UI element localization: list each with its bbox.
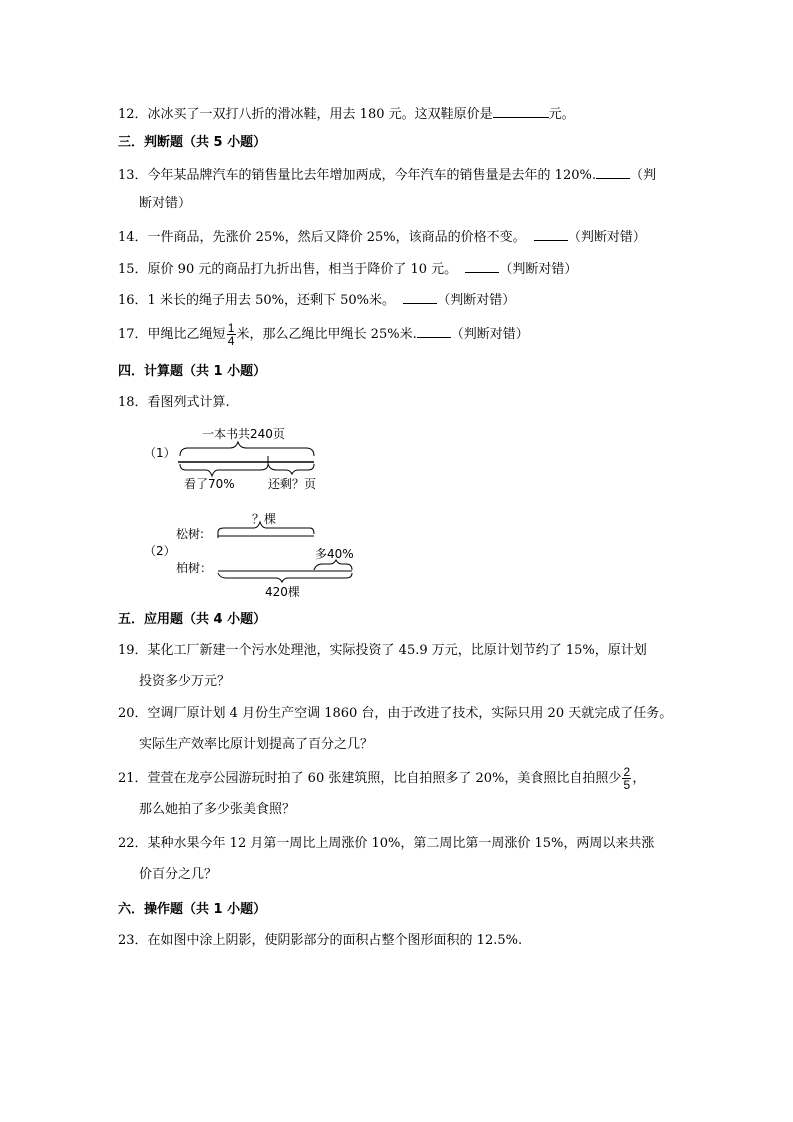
section-heading-4: 四．计算题（共 1 小题） (118, 364, 267, 379)
question-15 (118, 260, 577, 278)
total-brace (218, 573, 352, 582)
more-label: 多40% (315, 547, 354, 561)
q16-text: 16．1 米长的绳子用去 50%，还剩下 50%米。 (118, 293, 395, 308)
pine-question: ？棵 (252, 512, 277, 526)
numerator: 1 (227, 321, 235, 335)
fraction (622, 766, 631, 791)
q13-tail: （判 (629, 168, 656, 183)
question-14 (118, 228, 646, 246)
question-12 (118, 105, 575, 123)
q17-after: （判断对错） (450, 327, 529, 342)
question-17 (118, 322, 529, 348)
more-brace (314, 560, 352, 570)
answer-blank[interactable] (403, 291, 437, 304)
question-20: 20．空调厂原计划 4 月份生产空调 1860 台，由于改进了技术，实际只用 20 天就完成了任务。 (118, 706, 673, 721)
denominator: 4 (227, 334, 235, 348)
question-19: 19．某化工厂新建一个污水处理池，实际投资了 45.9 万元，比原计划节约了 15%，原计划 (118, 643, 647, 658)
section-heading-5: 五．应用题（共 4 小题） (118, 612, 267, 627)
q13-text: 13．今年某品牌汽车的销售量比去年增加两成，今年汽车的销售量是去年的 120%. (118, 168, 596, 183)
section-heading-3: 三．判断题（共 5 小题） (118, 135, 267, 150)
answer-blank[interactable] (534, 228, 568, 241)
q16-after: （判断对错） (437, 293, 516, 308)
answer-blank[interactable] (465, 260, 499, 273)
q15-after: （判断对错） (499, 262, 578, 277)
q13-line2: 断对错） (139, 196, 192, 211)
q20-line2: 实际生产效率比原计划提高了百分之几？ (139, 737, 374, 752)
q21-line2: 那么她拍了多少张美食照？ (139, 802, 296, 817)
q17-pre: 17．甲绳比乙绳短 (118, 327, 226, 342)
total-label: 420棵 (265, 585, 300, 599)
q14-text: 14．一件商品，先涨价 25%，然后又降价 25%，该商品的价格不变。 (118, 230, 526, 245)
question-13 (118, 166, 656, 184)
top-brace (180, 442, 314, 456)
read-label: 看了70% (184, 477, 235, 491)
numerator: 2 (623, 765, 631, 779)
q14-after: （判断对错） (567, 230, 646, 245)
q19-line2: 投资多少万元？ (139, 674, 231, 689)
right-brace (268, 464, 314, 474)
cypress-label: 柏树： (176, 561, 213, 575)
answer-blank[interactable] (417, 325, 451, 338)
left-brace (180, 464, 268, 476)
q12-text: 12．冰冰买了一双打八折的滑冰鞋，用去 180 元。这双鞋原价是 (118, 107, 493, 122)
question-22: 22．某种水果今年 12 月第一周比上周涨价 10%，第二周比第一周涨价 15%，两周以来共涨 (118, 836, 655, 851)
section-heading-6: 六．操作题（共 1 小题） (118, 902, 267, 917)
q21-tail: ， (632, 771, 646, 786)
pine-label: 松树: (176, 527, 205, 541)
question-16 (118, 291, 515, 309)
question-23: 23．在如图中涂上阴影，使阴影部分的面积占整个图形面积的 12.5%. (118, 933, 523, 948)
total-pages-label: 一本书共240页 (202, 427, 285, 441)
q21-text: 21．萱萱在龙亭公园游玩时拍了 60 张建筑照，比自拍照多了 20%，美食照比自拍照少 (118, 771, 622, 786)
answer-blank[interactable] (493, 105, 549, 118)
q22-line2: 价百分之几？ (139, 867, 218, 882)
remaining-label: 还剩？页 (268, 477, 317, 491)
answer-blank[interactable] (596, 166, 630, 179)
q15-text: 15．原价 90 元的商品打九折出售，相当于降价了 10 元。 (118, 262, 458, 277)
denominator: 5 (623, 778, 631, 792)
fraction (227, 322, 236, 347)
q17-mid: 米，那么乙绳比甲绳长 25%米. (236, 327, 417, 342)
diagram (130, 420, 370, 600)
question-21 (118, 766, 645, 792)
q12-after: 元。 (548, 107, 575, 122)
diagram2-label: （2） (144, 544, 176, 558)
question-18: 18．看图列式计算. (118, 395, 230, 410)
diagram1-label: （1） (144, 446, 176, 460)
